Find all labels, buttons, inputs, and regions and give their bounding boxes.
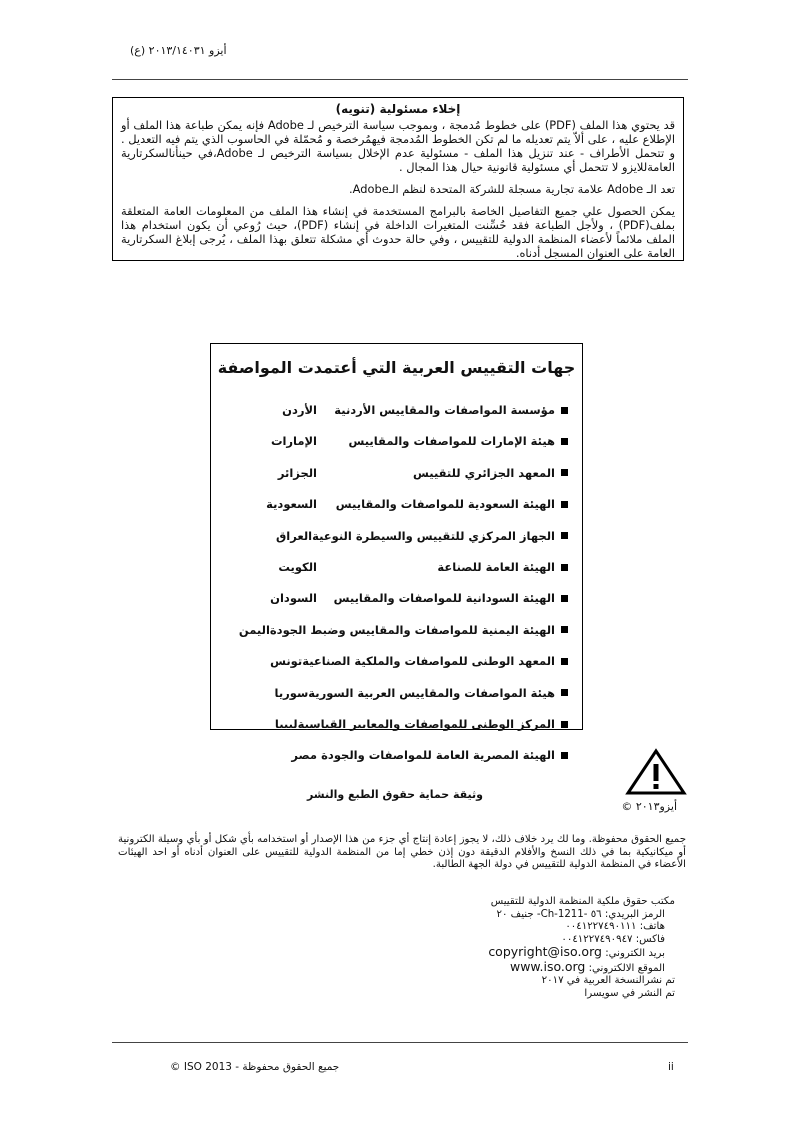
warning-icon xyxy=(625,748,687,800)
standards-bodies-title: جهات التقييس العربية التي أعتمدت المواصفة xyxy=(217,358,576,377)
document-reference: أيزو ٢٠١٣/١٤٠٣١ (ع) xyxy=(130,44,227,57)
disclaimer-box xyxy=(112,97,684,261)
standards-body-country: سوريا xyxy=(274,685,309,700)
standards-body-name: الهيئة السعودية للمواصفات والمقاييس xyxy=(335,497,555,512)
standards-body-name: هيئة المواصفات والمقاييس العربية السورية xyxy=(308,685,555,700)
published-arabic-line: تم نشرالنسخة العربية في ٢٠١٧ xyxy=(541,975,675,986)
footer-divider xyxy=(112,1042,688,1043)
standards-body-country: العراق xyxy=(275,528,313,543)
bullet-icon xyxy=(561,438,568,445)
standards-body-country: مصر xyxy=(291,748,317,763)
standards-body-row xyxy=(227,526,568,546)
bullet-icon xyxy=(561,532,568,539)
published-in-line: تم النشر في سويسرا xyxy=(584,987,675,999)
page-number: ii xyxy=(668,1061,674,1073)
header-divider xyxy=(112,79,688,80)
bullet-icon xyxy=(561,658,568,665)
standards-body-name: المعهد الجزائري للتقييس xyxy=(413,465,555,480)
standards-body-name: المركز الوطنى للمواصفات والمعايير القياسية xyxy=(297,717,555,731)
standards-body-country: الكويت xyxy=(278,560,317,574)
standards-bodies-box xyxy=(210,343,583,763)
copyright-notice: أيزو٢٠١٣ © xyxy=(621,800,677,813)
standards-body-country: الأردن xyxy=(282,403,317,417)
standards-body-name: الهيئة العامة للصناعة xyxy=(437,560,555,574)
standards-body-row xyxy=(227,651,568,671)
footer-rights: جميع الحقوق محفوظة - ISO 2013 © xyxy=(170,1061,340,1073)
web-label: الموقع الالكتروني: xyxy=(588,962,665,974)
standards-body-country: الجزائر xyxy=(277,465,317,480)
bullet-icon xyxy=(561,407,568,414)
standards-body-name: الهيئة المصرية العامة للمواصفات والجودة xyxy=(321,748,555,763)
bullet-icon xyxy=(561,689,568,696)
copyright-title: وثيقة حماية حقوق الطبع والنشر xyxy=(306,788,483,801)
web-line xyxy=(488,958,675,976)
web-link[interactable]: www.iso.org xyxy=(509,958,586,974)
disclaimer-paragraph-2: تعد الـ Adobe علامة تجارية مسجلة للشركة المتحدة لنظم الـAdobe. xyxy=(349,182,675,196)
phone-line: هاتف: ٠٠٤١٢٢٧٤٩٠١١١ xyxy=(565,921,665,932)
bullet-icon xyxy=(561,595,568,602)
email-link[interactable]: copyright@iso.org xyxy=(488,944,602,959)
bullet-icon xyxy=(561,752,568,759)
bullet-icon xyxy=(561,721,568,728)
standards-body-name: الجهاز المركزي للتقييس والسيطرة النوعية xyxy=(312,528,555,543)
standards-body-name: المعهد الوطنى للمواصفات والملكية الصناعية xyxy=(302,654,555,669)
standards-body-name: الهيئة السودانية للمواصفات والمقاييس xyxy=(333,591,555,606)
office-line: مكتب حقوق ملكية المنظمة الدولية للتقييس xyxy=(490,896,675,907)
standards-body-row xyxy=(227,494,568,514)
standards-body-row xyxy=(227,745,568,765)
standards-body-name: هيئة الإمارات للمواصفات والمقاييس xyxy=(348,434,555,449)
disclaimer-paragraph-3: يمكن الحصول علي جميع التفاصيل الخاصة بالبرامج المستخدمة في إنشاء هذا الملف من المعلومات العامة المتعلقة بملف(PDF) ، ولأجل الطباعة فقد حُسِّنت المتغيرات الداخلة في إنشاء (PDF)، حيث رُوعي أن يكون استخدام هذا الملف ملائماً لأعضاء المنظمة الدولية للتقييس ، وفي حالة حدوث أي مشكلة تتعلق بهذا الملف ، يُرجى إبلاغ السكرتارية العامة على العنوان المسجل أدناه. xyxy=(121,204,675,260)
standards-body-country: الإمارات xyxy=(270,434,317,449)
postal-line: الرمز البريدي: ٥٦ -Ch-1211- جنيف ٢٠ xyxy=(496,908,665,920)
address-block xyxy=(488,896,675,1000)
standards-body-row xyxy=(227,557,568,577)
standards-body-name: الهيئة اليمنية للمواصفات والمقاييس وضبط الجودة xyxy=(269,622,555,637)
disclaimer-paragraph-1: قد يحتوي هذا الملف (PDF) على خطوط مُدمجة ، وبموجب سياسة الترخيص لـ Adobe فإنه يمكن طباعة هذا الملف أو الإطلاع عليه ، على ألاّ يتم تعديله ما لم تكن الخطوط المُدمجة فيهمُرخصة و مُحمّلة في الحاسوب الذي يتم فيه التعديل . و تتحمل الأطراف - عند تنزيل هذا الملف - مسئولية عدم الإخلال بسياسة الترخيص لـ Adobe،في حينأنالسكرتارية العامةللايزو لا تتحمل أي مسئولية قانونية حيال هذا المجال . xyxy=(121,118,676,174)
bullet-icon xyxy=(561,564,568,571)
standards-body-row xyxy=(227,400,568,420)
standards-body-name: مؤسسة المواصفات والمقاييس الأردنية xyxy=(334,403,555,417)
fax-line: فاكس: ٠٠٤١٢٢٧٤٩٠٩٤٧ xyxy=(561,933,665,945)
standards-body-country: تونس xyxy=(270,654,303,669)
standards-body-row xyxy=(227,683,568,703)
email-label: بريد الكتروني: xyxy=(605,948,665,959)
disclaimer-title: إخلاء مسئولية (تنويه) xyxy=(335,102,461,116)
standards-body-row xyxy=(227,588,568,608)
standards-body-row xyxy=(227,431,568,451)
standards-body-row xyxy=(227,620,568,640)
standards-body-country: اليمن xyxy=(238,622,270,637)
copyright-paragraph: جميع الحقوق محفوظة. وما لك يرد خلاف ذلك، لا يجوز إعادة إنتاج أي جزء من هذا الإصدار أو استخدامه بأي شكل أو بأي وسيلة الكترونية أو ميكانيكية بما في ذلك النسخ والأفلام الدقيقة دون إذن خطي إما من المنظمة الدولية للتقييس على العنوان أدناه أو احد الهيئات الأعضاء في المنظمة الدولية للتقييس في دولة الجهة الطالبة. xyxy=(118,834,686,870)
standards-body-country: السودان xyxy=(270,591,317,606)
standards-body-row xyxy=(227,463,568,483)
bullet-icon xyxy=(561,501,568,508)
bullet-icon xyxy=(561,626,568,633)
standards-body-country: السعودية xyxy=(266,497,317,512)
standards-body-country: ليبيا xyxy=(274,717,298,731)
bullet-icon xyxy=(561,469,568,476)
standards-body-row xyxy=(227,714,568,734)
